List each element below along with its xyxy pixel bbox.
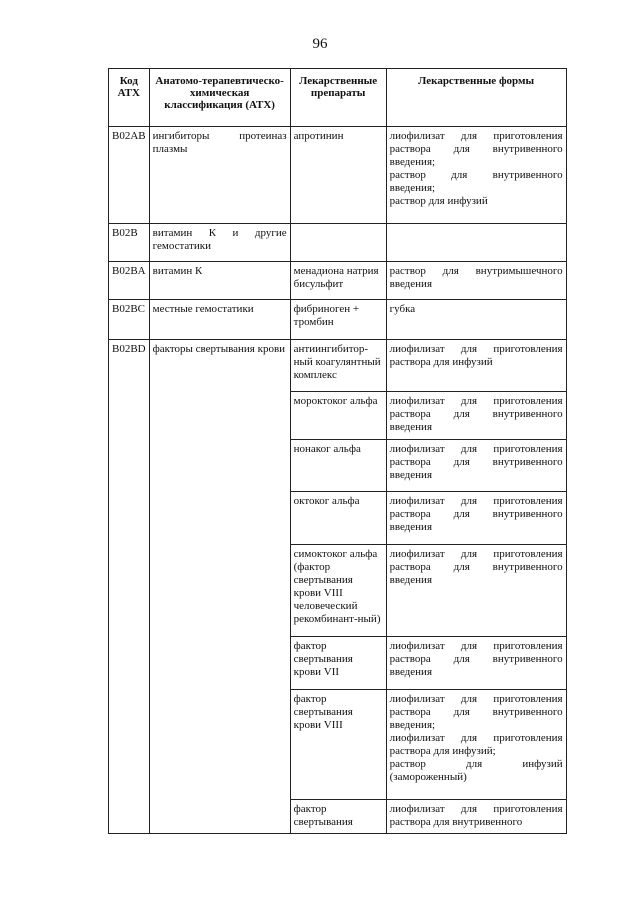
form-item: лиофилизат для приготовления раствора для внутривенного введения xyxy=(389,548,563,586)
atc-classification: местные гемостатики xyxy=(149,300,290,340)
atc-classification: ингибиторы протеиназ плазмы xyxy=(149,127,290,224)
drug-forms xyxy=(386,492,566,545)
form-item: лиофилизат для приготовления раствора для внутривенного введения xyxy=(389,443,563,481)
atc-code: B02BA xyxy=(109,262,150,300)
atc-classification: витамин К xyxy=(149,262,290,300)
page-number: 96 xyxy=(312,36,328,52)
atc-code: B02B xyxy=(109,224,150,262)
form-item: лиофилизат для приготовления раствора для внутривенного введения xyxy=(389,640,563,678)
form-item: лиофилизат для приготовления раствора для инфузий; xyxy=(389,732,563,757)
form-item: раствор для инфузий xyxy=(389,195,488,207)
form-item: лиофилизат для приготовления раствора для инфузий xyxy=(389,343,563,368)
form-item: лиофилизат для приготовления раствора для внутривенного xyxy=(389,803,563,828)
form-item: лиофилизат для приготовления раствора для внутривенного введения xyxy=(389,495,563,533)
form-item: лиофилизат для приготовления раствора для внутривенного введения; xyxy=(389,130,563,168)
drug-forms xyxy=(386,800,566,834)
drug-name: фактор свертывания крови VIII xyxy=(290,690,386,800)
form-item: раствор для инфузий (замороженный) xyxy=(389,758,563,783)
drug-name: симоктоког альфа (фактор свертывания крови VIII человеческий рекомбинант-ный) xyxy=(290,545,386,637)
atc-drug-table xyxy=(108,68,567,834)
form-item: лиофилизат для приготовления раствора для внутривенного введения xyxy=(389,395,563,433)
drug-name: нонаког альфа xyxy=(290,440,386,492)
drug-name: мороктоког альфа xyxy=(290,392,386,440)
drug-name: фактор свертывания крови VII xyxy=(290,637,386,690)
header-classification: Анатомо-терапевтическо-химическая классификация (АТХ) xyxy=(149,69,290,127)
drug-forms xyxy=(386,440,566,492)
table-row xyxy=(109,127,567,224)
drug-forms xyxy=(386,690,566,800)
form-item: раствор для внутривенного введения; xyxy=(389,169,563,194)
drug-forms xyxy=(386,545,566,637)
header-code: Код АТХ xyxy=(109,69,150,127)
drug-forms xyxy=(386,392,566,440)
form-item: лиофилизат для приготовления раствора для внутривенного введения; xyxy=(389,693,563,731)
drug-name: антиингибитор-ный коагулянтный комплекс xyxy=(290,340,386,392)
drug-name: октоког альфа xyxy=(290,492,386,545)
table-header-row xyxy=(109,69,567,127)
table-row xyxy=(109,340,567,392)
atc-code: B02BC xyxy=(109,300,150,340)
drug-name: фактор свертывания xyxy=(290,800,386,834)
drug-forms xyxy=(386,300,566,340)
form-item: раствор для внутримышечного введения xyxy=(389,265,563,290)
atc-classification: витамин К и другие гемостатики xyxy=(149,224,290,262)
header-forms: Лекарственные формы xyxy=(386,69,566,127)
header-drugs: Лекарственные препараты xyxy=(290,69,386,127)
drug-name: менадиона натрия бисульфит xyxy=(290,262,386,300)
drug-forms xyxy=(386,262,566,300)
atc-classification: факторы свертывания крови xyxy=(149,340,290,834)
drug-forms xyxy=(386,127,566,224)
drug-forms xyxy=(386,637,566,690)
table-row xyxy=(109,300,567,340)
atc-code: B02AB xyxy=(109,127,150,224)
atc-code: B02BD xyxy=(109,340,150,834)
drug-name xyxy=(290,224,386,262)
form-item: губка xyxy=(389,303,416,315)
drug-forms xyxy=(386,340,566,392)
drug-name: фибриноген + тромбин xyxy=(290,300,386,340)
drug-forms xyxy=(386,224,566,262)
drug-name: апротинин xyxy=(290,127,386,224)
table-row xyxy=(109,224,567,262)
table-row xyxy=(109,262,567,300)
